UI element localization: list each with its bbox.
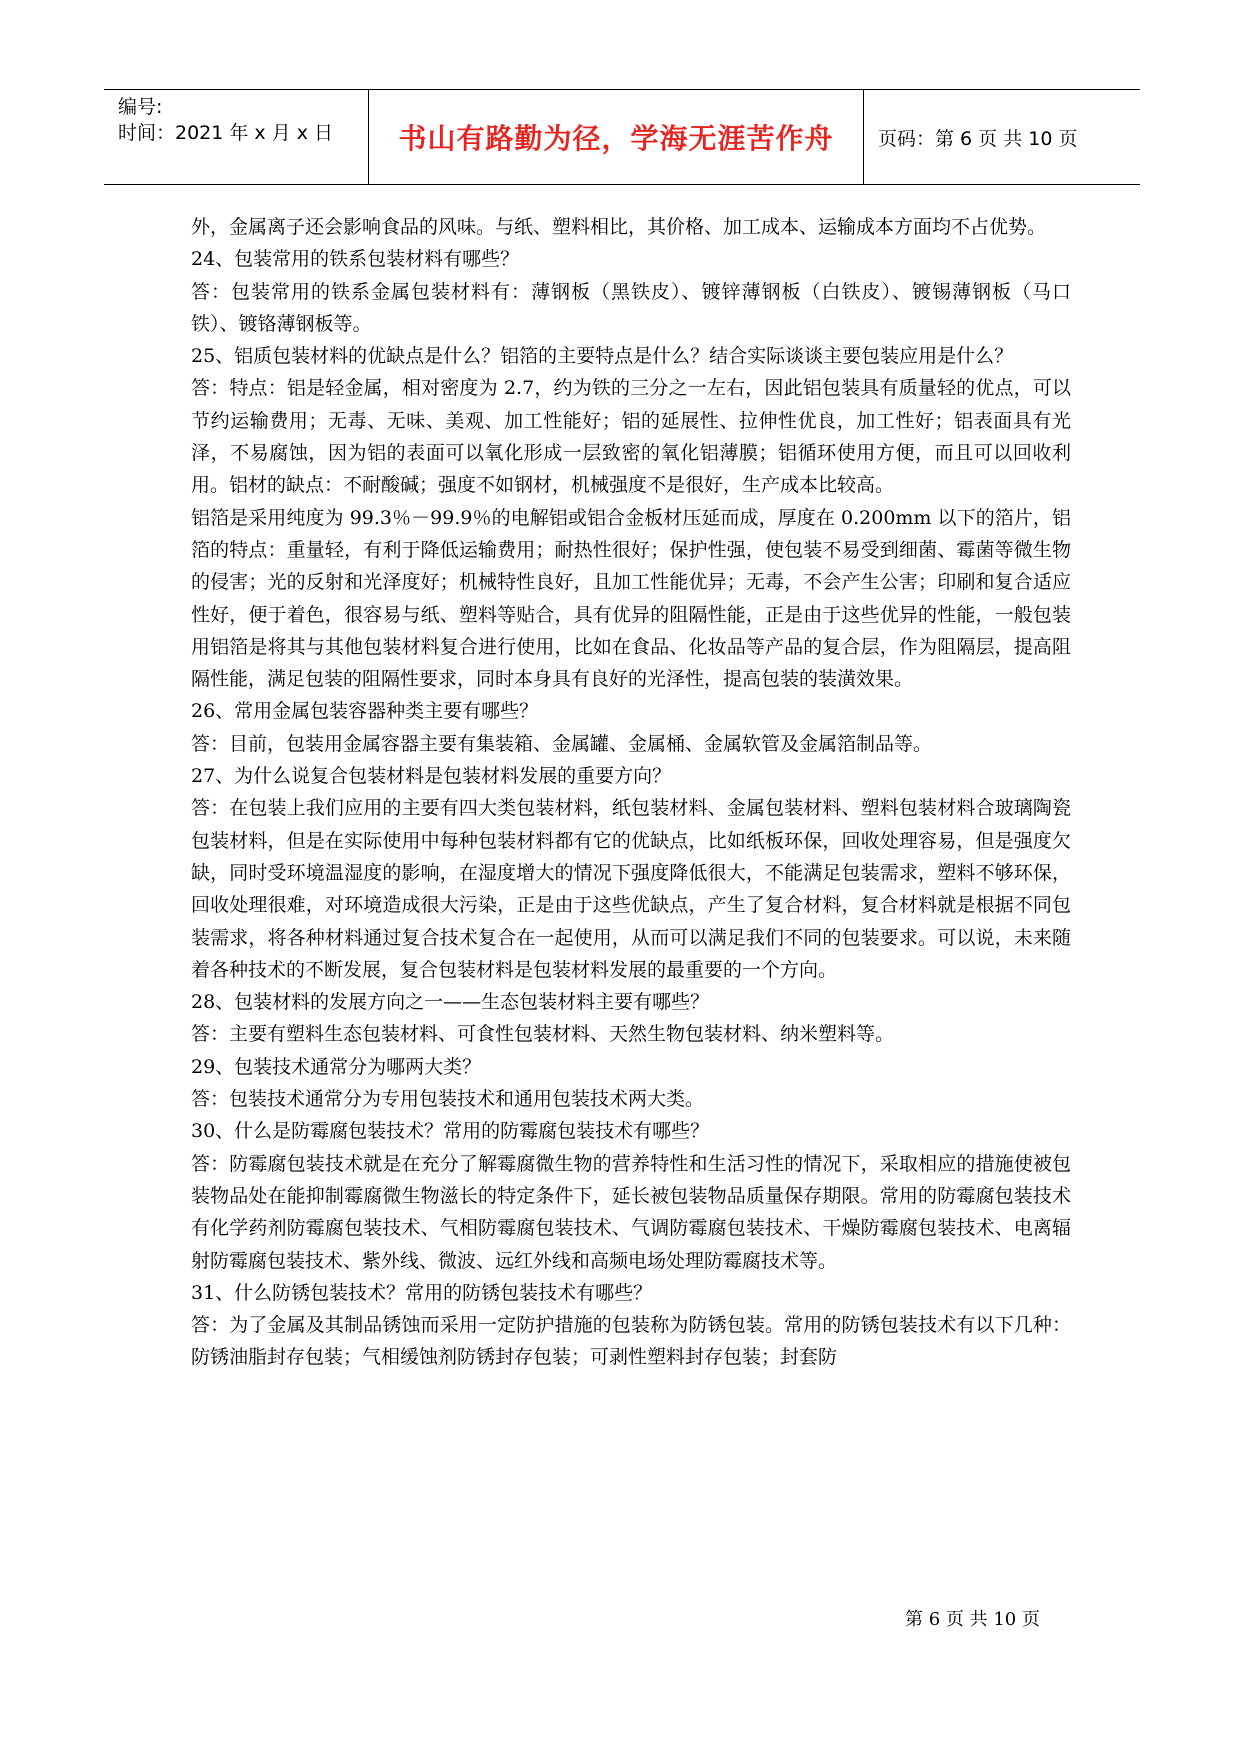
answer-29: 答：包装技术通常分为专用包装技术和通用包装技术两大类。 [191,1088,705,1111]
header-page-cell [864,90,1140,184]
answer-31: 答：为了金属及其制品锈蚀而采用一定防护措施的包装称为防锈包装。常用的防锈包装技术有以下几种：防锈油脂封存包装；气相缓蚀剂防锈封存包装；可剥性塑料封存包装；封套防 [191,1314,1071,1369]
paragraph: 外，金属离子还会影响食品的风味。与纸、塑料相比，其价格、加工成本、运输成本方面均不占优势。 [191,216,1047,238]
answer-27: 答：在包装上我们应用的主要有四大类包装材料，纸包装材料、金属包装材料、塑料包装材料合玻璃陶瓷包装材料，但是在实际使用中每种包装材料都有它的优缺点，比如纸板环保，回收处理容易，但是强度欠缺，同时受环境温湿度的影响，在湿度增大的情况下强度降低很大，不能满足包装需求，塑料不够环保，回收处理很难，对环境造成很大污染，正是由于这些优缺点，产生了复合材料，复合材料就是根据不同包装需求，将各种材料通过复合技术复合在一起使用，从而可以满足我们不同的包装要求。可以说，未来随着各种技术的不断发展，复合包装材料是包装材料发展的最重要的一个方向。 [191,797,1071,981]
document-number-label: 编号: [118,96,163,118]
page-header [104,89,1140,185]
answer-24: 答：包装常用的铁系金属包装材料有：薄钢板（黑铁皮）、镀锌薄钢板（白铁皮）、镀锡薄钢板（马口铁）、镀铬薄钢板等。 [191,280,1071,335]
header-info-cell [104,90,369,184]
question-30: 30、什么是防霉腐包装技术？常用的防霉腐包装技术有哪些？ [191,1120,710,1143]
header-page-number: 页码：第 6 页 共 10 页 [878,127,1078,150]
paragraph: 铝箔是采用纯度为 99.3％－99.9％的电解铝或铝合金板材压延而成，厚度在 0.200mm 以下的箔片，铝箔的特点：重量轻，有利于降低运输费用；耐热性很好；保护性强，使包装不易受到细菌、霉菌等微生物的侵害；光的反射和光泽度好；机械特性良好，且加工性能优异；无毒，不会产生公害；印刷和复合适应性好，便于着色，很容易与纸、塑料等贴合，具有优异的阻隔性能，正是由于这些优异的性能，一般包装用铝箔是将其与其他包装材料复合进行使用，比如在食品、化妆品等产品的复合层，作为阻隔层，提高阻隔性能，满足包装的阻隔性要求，同时本身具有良好的光泽性，提高包装的装潢效果。 [191,506,1071,691]
header-motto-cell [369,90,864,184]
question-26: 26、常用金属包装容器种类主要有哪些？ [191,700,539,723]
answer-30: 答：防霉腐包装技术就是在充分了解霉腐微生物的营养特性和生活习性的情况下，采取相应的措施使被包装物品处在能抑制霉腐微生物滋长的特定条件下，延长被包装物品质量保存期限。常用的防霉腐包装技术有化学药剂防霉腐包装技术、气相防霉腐包装技术、气调防霉腐包装技术、干燥防霉腐包装技术、电离辐射防霉腐包装技术、紫外线、微波、远红外线和高频电场处理防霉腐技术等。 [191,1152,1071,1272]
answer-28: 答：主要有塑料生态包装材料、可食性包装材料、天然生物包装材料、纳米塑料等。 [191,1023,895,1046]
header-motto: 书山有路勤为径，学海无涯苦作舟 [398,122,834,155]
answer-25: 答：特点：铝是轻金属，相对密度为 2.7，约为铁的三分之一左右，因此铝包装具有质量轻的优点，可以节约运输费用；无毒、无味、美观、加工性能好；铝的延展性、拉伸性优良，加工性好；铝表面具有光泽，不易腐蚀，因为铝的表面可以氧化形成一层致密的氧化铝薄膜；铝循环使用方便，而且可以回收利用。铝材的缺点：不耐酸碱；强度不如钢材，机械强度不是很好，生产成本比较高。 [191,377,1071,497]
question-25: 25、铝质包装材料的优缺点是什么？铝箔的主要特点是什么？结合实际谈谈主要包装应用是什么？ [191,345,1014,368]
answer-26: 答：目前，包装用金属容器主要有集装箱、金属罐、金属桶、金属软管及金属箔制品等。 [191,732,933,755]
question-27: 27、为什么说复合包装材料是包装材料发展的重要方向？ [191,765,672,788]
question-31: 31、什么防锈包装技术？常用的防锈包装技术有哪些？ [191,1281,653,1304]
document-body [191,211,1071,1374]
question-28: 28、包装材料的发展方向之一——生态包装材料主要有哪些？ [191,991,710,1014]
question-24: 24、包装常用的铁系包装材料有哪些？ [191,248,520,271]
question-29: 29、包装技术通常分为哪两大类？ [191,1055,482,1078]
page-footer [905,1605,1040,1631]
document-time-label: 时间：2021 年 x 月 x 日 [118,122,334,144]
footer-page-number: 第 6 页 共 10 页 [905,1609,1040,1630]
